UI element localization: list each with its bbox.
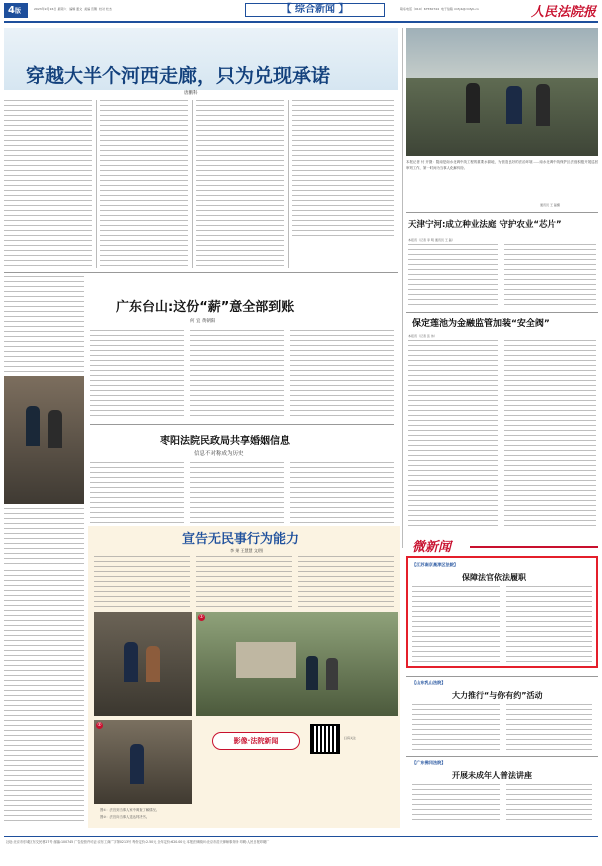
section-title: 【 综合新闻 】: [245, 3, 385, 17]
baoding-byline: 本报讯（记者 张 伟）: [408, 334, 437, 338]
micro-news-body-1b: [506, 586, 592, 662]
photo-figure: [536, 84, 550, 126]
page-number-badge: [4, 3, 28, 18]
hotline: 联系电话（010）67550744: [400, 7, 439, 11]
footer-rule: [4, 836, 598, 837]
caption-2: 图②：法官向当事人送达判决书。: [100, 815, 150, 819]
photo-figure: [130, 744, 144, 784]
tianjin-column-1: [408, 244, 498, 308]
zaoyang-column-2: [190, 462, 284, 526]
micro-news-tag-2: 【山东乳山法院】: [412, 680, 446, 685]
feature-column-1: [94, 556, 190, 608]
micro-news-body-2a: [412, 704, 500, 750]
footer-text: 社址:北京市东城区东交民巷27号 邮编:100745 广告经营许可证:京东工商广字第0213号 每份定价:2.50元 全年定价:620.00元 本报法律顾问:北京市浩天律师事务所 印刷:人民日报印刷厂: [6, 840, 270, 844]
micro-news-body-3a: [412, 784, 500, 824]
qr-code[interactable]: [310, 724, 340, 754]
zaoyang-column-1: [90, 462, 184, 526]
guangdong-column-1: [90, 330, 184, 418]
photo-house: [236, 642, 296, 678]
left-photo: [4, 376, 84, 504]
email: 电子信箱 rmfyb@rmfyb.cn: [440, 7, 479, 11]
feature-photo-3: [94, 720, 192, 804]
feature-headline: 宣告无民事行为能力: [182, 532, 300, 547]
feature-column-2: [196, 556, 292, 608]
tianjin-byline: 本报讯（记者 李 明 通讯员 王 磊）: [408, 238, 455, 242]
micro-news-body-2b: [506, 704, 592, 750]
guangdong-column-2: [190, 330, 284, 418]
micro-news-tag-3: 【广东佛冈法院】: [412, 760, 446, 765]
lead-byline: 唐鹏科: [184, 91, 198, 96]
photo-figure: [146, 646, 160, 682]
photo-figure: [124, 642, 138, 682]
contact-info: [400, 7, 479, 11]
photo-figure: [48, 410, 62, 448]
section-rule: [406, 676, 598, 677]
feature-logo: [212, 732, 300, 750]
column-divider: [288, 100, 289, 268]
photo-sky: [406, 28, 598, 78]
photo-figure: [326, 658, 338, 690]
micro-news-headline-3: 开展未成年人普法讲座: [452, 771, 532, 780]
guangdong-headline: 广东台山:这份“薪”意全部到账: [116, 300, 295, 315]
guangdong-byline: 何 宜 黄朝阳: [190, 319, 216, 324]
micro-news-body-3b: [506, 784, 592, 824]
feature-photo-2: [94, 612, 192, 716]
feature-column-3: [298, 556, 394, 608]
guangdong-column-3: [290, 330, 394, 418]
tianjin-column-2: [504, 244, 596, 308]
section-rule: [406, 212, 598, 213]
zaoyang-subhead: 信息不对称成为历史: [194, 451, 244, 457]
micro-news-body-1a: [412, 586, 500, 662]
baoding-column-1: [408, 340, 498, 530]
micro-news-headline-2: 大力推行“与你有约”活动: [452, 691, 543, 700]
page-divider: [402, 28, 403, 548]
issue-date: 2023年9月16日 星期六: [34, 7, 67, 11]
page-number: 4: [8, 5, 15, 16]
masthead-rule: [4, 21, 598, 23]
right-top-photo: [406, 28, 598, 156]
photo-caption: 本报记者 付 开摄：陇南是南水北调中线工程的重要水源地，为营造良好的法治环境……南水北调中线保护区法庭积极开展巡回审判工作，第一时间为当事人化解纠纷。: [406, 160, 598, 170]
photo-credit: 通讯员 王 磊摄: [540, 203, 560, 207]
photo-figure: [306, 656, 318, 690]
feature-photo-1: [196, 612, 398, 716]
baoding-column-2: [504, 340, 596, 530]
lead-column-4: [292, 100, 394, 240]
qr-label: 扫码关注: [344, 736, 357, 740]
paper-name: 人民法院报: [530, 5, 596, 20]
lead-column-2: [100, 100, 188, 268]
micro-news-logo: [412, 536, 451, 554]
caption-1: 图①：法官到当事人家中调查了解情况。: [100, 808, 160, 812]
photo-figure: [26, 406, 40, 446]
lead-story: [4, 28, 398, 268]
proofreader: 校对 杜杰: [98, 7, 112, 11]
baoding-headline: 保定莲池为金融监管加装“安全阀”: [412, 319, 550, 329]
feature-byline: 李 果 王慧慧 文/图: [230, 548, 264, 553]
lead-column-1: [4, 100, 92, 268]
column-divider: [192, 100, 193, 268]
zaoyang-headline: 枣阳法院民政局共享婚姻信息: [160, 436, 290, 447]
lead-column-3: [196, 100, 284, 268]
column-divider: [96, 100, 97, 268]
editor: 编辑 董文: [69, 7, 83, 11]
left-story-column-2: [4, 508, 84, 566]
tianjin-headline: 天津宁河:成立种业法庭 守护农业“芯片”: [408, 220, 562, 230]
section-rule: [406, 756, 598, 757]
lead-headline: 穿越大半个河西走廊，只为兑现承诺: [26, 65, 331, 87]
micro-news-bar: [470, 546, 598, 548]
feature-logo-text: 影像·法院新闻: [233, 737, 279, 745]
micro-news-logo-text: 微新闻: [412, 540, 452, 555]
feature-number-2: ②: [97, 722, 102, 728]
masthead-meta: [34, 7, 112, 11]
feature-number-1: ①: [199, 614, 204, 620]
micro-news-headline-1: 保障法官依法履职: [462, 573, 526, 582]
designer: 美编 范馨: [84, 7, 98, 11]
section-rule: [406, 312, 598, 313]
left-story-column: [4, 276, 84, 372]
zaoyang-column-3: [290, 462, 394, 526]
photo-figure: [506, 86, 522, 124]
section-rule: [90, 424, 394, 425]
left-bottom-column: [4, 570, 84, 824]
page-label: 版: [14, 8, 21, 15]
section-rule: [4, 272, 398, 273]
photo-ground: [406, 78, 598, 156]
micro-news-tag-1: 【江苏南京高淳区法院】: [412, 562, 459, 567]
photo-figure: [466, 83, 480, 123]
